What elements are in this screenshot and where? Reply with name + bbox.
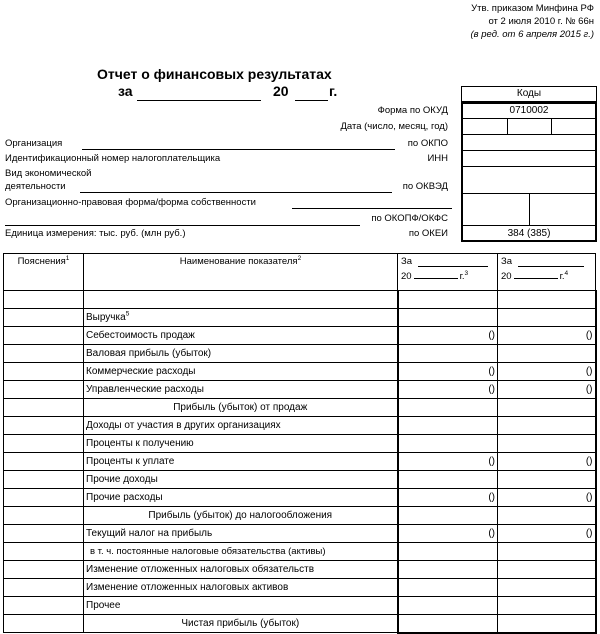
period-1-value[interactable] — [398, 471, 498, 489]
period-2-value[interactable] — [498, 471, 596, 489]
period-1-value[interactable] — [398, 435, 498, 453]
notes-cell[interactable] — [4, 363, 84, 381]
table-row — [4, 507, 596, 525]
period-1-value[interactable] — [398, 309, 498, 327]
period-underline[interactable] — [137, 100, 261, 101]
notes-cell[interactable] — [4, 561, 84, 579]
indicator-name: Прочие расходы — [84, 489, 398, 507]
period-2-value[interactable] — [498, 399, 596, 417]
notes-cell[interactable] — [4, 507, 84, 525]
table-row — [4, 489, 596, 507]
activity-label-1: Вид экономической — [5, 168, 92, 179]
period-1-value[interactable]: () — [398, 381, 498, 399]
period-1-value[interactable]: () — [398, 525, 498, 543]
okud-value: 0710002 — [509, 105, 549, 116]
period-1-value[interactable]: () — [398, 489, 498, 507]
period-2-value[interactable] — [498, 579, 596, 597]
indicator-name: Прибыль (убыток) до налогообложения — [84, 507, 398, 525]
period-2-value[interactable] — [498, 309, 596, 327]
indicator-name: в т. ч. постоянные налоговые обязательства (активы) — [84, 543, 398, 561]
financial-results-table — [3, 253, 597, 634]
period-1-value[interactable] — [398, 507, 498, 525]
period-1-value[interactable] — [398, 345, 498, 363]
indicator-name: Прочее — [84, 597, 398, 615]
notes-cell[interactable] — [4, 489, 84, 507]
indicator-name: Доходы от участия в других организациях — [84, 417, 398, 435]
indicator-name: Валовая прибыль (убыток) — [84, 345, 398, 363]
okei-label: по ОКЕИ — [408, 228, 448, 239]
notes-cell[interactable] — [4, 453, 84, 471]
indicator-name — [84, 291, 398, 309]
period-1-value[interactable] — [398, 399, 498, 417]
indicator-header: Наименование показателя$^2$ — [84, 254, 398, 291]
indicator-name: Выручка$^5$ — [84, 309, 398, 327]
inn-label: Идентификационный номер налогоплательщика — [5, 153, 221, 164]
period-2-value[interactable]: () — [498, 363, 596, 381]
table-row — [4, 561, 596, 579]
period-1-value[interactable]: () — [398, 453, 498, 471]
activity-label-2: деятельности — [5, 181, 66, 192]
date-label: Дата (число, месяц, год) — [340, 121, 448, 132]
notes-cell[interactable] — [4, 579, 84, 597]
year-prefix: 20 — [273, 83, 289, 99]
period-1-value[interactable]: () — [398, 363, 498, 381]
period-2-value[interactable] — [498, 597, 596, 615]
approval-line-1: Утв. приказом Минфина РФ — [471, 3, 594, 14]
okopf-label: по ОКОПФ/ОКФС — [371, 213, 448, 224]
table-row — [4, 615, 596, 633]
indicator-name: Чистая прибыль (убыток) — [84, 615, 398, 633]
period-2-value[interactable] — [498, 417, 596, 435]
table-row — [4, 309, 596, 327]
table-row — [4, 291, 596, 309]
period-2-value[interactable] — [498, 561, 596, 579]
okud-label: Форма по ОКУД — [377, 105, 448, 116]
table-row — [4, 417, 596, 435]
period-2-value[interactable]: () — [498, 453, 596, 471]
period-2-value[interactable] — [498, 435, 596, 453]
unit-label: Единица измерения: тыс. руб. (млн руб.) — [5, 228, 186, 239]
report-title: Отчет о финансовых результатах — [97, 66, 332, 82]
year-suffix: г. — [329, 83, 338, 99]
notes-cell[interactable] — [4, 327, 84, 345]
period-2-value[interactable] — [498, 507, 596, 525]
notes-cell[interactable] — [4, 345, 84, 363]
indicator-name: Коммерческие расходы — [84, 363, 398, 381]
period-1-value[interactable] — [398, 579, 498, 597]
notes-cell[interactable] — [4, 381, 84, 399]
table-row — [4, 525, 596, 543]
period-2-value[interactable]: () — [498, 381, 596, 399]
legal-form-field-2[interactable] — [5, 225, 360, 226]
period-2-value[interactable] — [498, 615, 596, 633]
notes-header: Пояснения$^1$ — [4, 254, 84, 291]
indicator-name: Себестоимость продаж — [84, 327, 398, 345]
table-row — [4, 597, 596, 615]
notes-cell[interactable] — [4, 615, 84, 633]
period-1-value[interactable] — [398, 597, 498, 615]
indicator-name: Изменение отложенных налоговых активов — [84, 579, 398, 597]
indicator-name: Проценты к получению — [84, 435, 398, 453]
approval-line-2: от 2 июля 2010 г. № 66н — [488, 16, 594, 27]
table-row — [4, 435, 596, 453]
legal-form-field-1[interactable] — [292, 208, 452, 209]
codes-header: Коды — [516, 88, 542, 99]
notes-cell[interactable] — [4, 435, 84, 453]
indicator-name: Прочие доходы — [84, 471, 398, 489]
period-1-value[interactable] — [398, 417, 498, 435]
period-1-value[interactable] — [398, 561, 498, 579]
notes-cell[interactable] — [4, 543, 84, 561]
okei-value: 384 (385) — [507, 228, 551, 239]
period-1-value[interactable]: () — [398, 327, 498, 345]
indicator-name: Проценты к уплате — [84, 453, 398, 471]
table-row — [4, 345, 596, 363]
notes-cell[interactable] — [4, 597, 84, 615]
notes-cell[interactable] — [4, 525, 84, 543]
period-1-value[interactable] — [398, 291, 498, 309]
period-2-value[interactable] — [498, 345, 596, 363]
period-2-value[interactable]: () — [498, 327, 596, 345]
notes-cell[interactable] — [4, 399, 84, 417]
legal-form-label: Организационно-правовая форма/форма собственности — [5, 197, 256, 208]
period-1-value[interactable] — [398, 615, 498, 633]
notes-cell[interactable] — [4, 309, 84, 327]
period-1-header[interactable]: За 20 г.$^3$ — [398, 254, 498, 291]
approval-line-3: (в ред. от 6 апреля 2015 г.) — [470, 29, 594, 40]
indicator-name: Изменение отложенных налоговых обязательств — [84, 561, 398, 579]
organization-label: Организация — [5, 138, 63, 149]
period-2-value[interactable]: () — [498, 525, 596, 543]
period-2-value[interactable] — [498, 291, 596, 309]
table-row — [4, 543, 596, 561]
table-row — [4, 399, 596, 417]
indicator-name: Прибыль (убыток) от продаж — [84, 399, 398, 417]
table-row — [4, 471, 596, 489]
notes-cell[interactable] — [4, 471, 84, 489]
activity-field[interactable] — [80, 192, 392, 193]
organization-field[interactable] — [82, 149, 395, 150]
notes-cell[interactable] — [4, 291, 84, 309]
table-row — [4, 363, 596, 381]
period-1-value[interactable] — [398, 543, 498, 561]
inn-code-label: ИНН — [427, 153, 448, 164]
year-underline[interactable] — [295, 100, 328, 101]
period-prefix: за — [118, 83, 133, 99]
table-row — [4, 453, 596, 471]
okved-label: по ОКВЭД — [402, 181, 448, 192]
period-2-header[interactable]: За 20 г.$^4$ — [498, 254, 596, 291]
period-2-value[interactable] — [498, 543, 596, 561]
table-row — [4, 579, 596, 597]
table-row — [4, 327, 596, 345]
table-row — [4, 381, 596, 399]
period-2-value[interactable]: () — [498, 489, 596, 507]
indicator-name: Управленческие расходы — [84, 381, 398, 399]
okpo-label: по ОКПО — [407, 138, 448, 149]
indicator-name: Текущий налог на прибыль — [84, 525, 398, 543]
notes-cell[interactable] — [4, 417, 84, 435]
